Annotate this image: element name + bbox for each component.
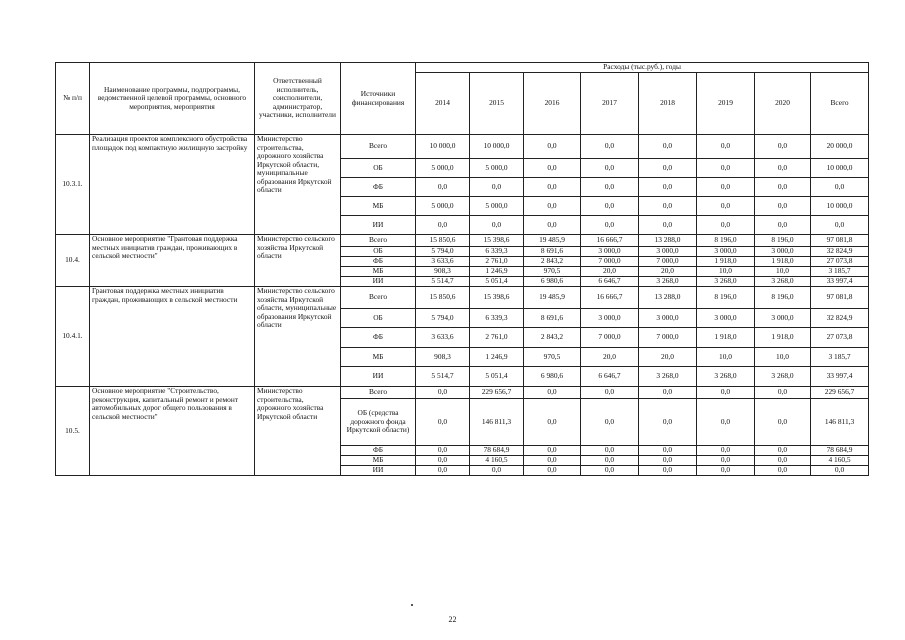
year-value: 0,0 — [755, 216, 811, 235]
year-value: 8 196,0 — [697, 287, 755, 309]
year-value: 0,0 — [470, 466, 524, 476]
year-value: 8 196,0 — [697, 235, 755, 247]
total-value: 97 081,8 — [811, 235, 869, 247]
year-value: 5 794,0 — [416, 247, 470, 257]
year-value: 3 000,0 — [581, 247, 639, 257]
year-value: 0,0 — [581, 135, 639, 159]
year-value: 0,0 — [639, 159, 697, 178]
year-value: 0,0 — [755, 466, 811, 476]
year-value: 5 000,0 — [470, 197, 524, 216]
year-value: 0,0 — [416, 466, 470, 476]
year-value: 2 843,2 — [524, 328, 581, 348]
item-code: 10.4. — [56, 235, 90, 287]
year-value: 5 000,0 — [470, 159, 524, 178]
year-value: 15 398,6 — [470, 235, 524, 247]
item-name: Основное мероприятие "Строительство, реконструкция, капитальный ремонт и ремонт автомобильных дорог общего пользования в сельской местности" — [90, 387, 255, 476]
header-responsible: Ответственный исполнитель, соисполнители, администратор, участники, исполнители — [255, 63, 341, 135]
year-value: 3 000,0 — [697, 247, 755, 257]
year-value: 3 633,6 — [416, 328, 470, 348]
year-value: 3 268,0 — [697, 367, 755, 387]
year-value: 8 196,0 — [755, 287, 811, 309]
year-value: 0,0 — [416, 456, 470, 466]
year-value: 0,0 — [470, 178, 524, 197]
header-year: 2019 — [697, 73, 755, 135]
year-value: 0,0 — [524, 135, 581, 159]
year-value: 5 000,0 — [416, 159, 470, 178]
year-value: 8 691,6 — [524, 247, 581, 257]
total-value: 32 824,9 — [811, 309, 869, 328]
funding-source: ИИ — [341, 466, 416, 476]
total-value: 20 000,0 — [811, 135, 869, 159]
funding-source: ИИ — [341, 367, 416, 387]
total-value: 10 000,0 — [811, 159, 869, 178]
year-value: 0,0 — [581, 197, 639, 216]
funding-source: ОБ — [341, 309, 416, 328]
year-value: 0,0 — [697, 159, 755, 178]
table-row — [56, 287, 869, 309]
year-value: 970,5 — [524, 267, 581, 277]
year-value: 0,0 — [639, 135, 697, 159]
item-code: 10.4.1. — [56, 287, 90, 387]
item-name: Основное мероприятие "Грантовая поддержка местных инициатив граждан, проживающих в сельской местности" — [90, 235, 255, 287]
year-value: 0,0 — [697, 456, 755, 466]
year-value: 0,0 — [755, 387, 811, 399]
year-value: 16 666,7 — [581, 287, 639, 309]
page-number: 22 — [448, 615, 457, 624]
year-value: 0,0 — [581, 387, 639, 399]
year-value: 8 691,6 — [524, 309, 581, 328]
year-value: 10 000,0 — [470, 135, 524, 159]
year-value: 7 000,0 — [639, 257, 697, 267]
total-value: 33 997,4 — [811, 277, 869, 287]
year-value: 0,0 — [639, 178, 697, 197]
total-value: 3 185,7 — [811, 267, 869, 277]
year-value: 5 794,0 — [416, 309, 470, 328]
year-value: 0,0 — [755, 159, 811, 178]
year-value: 3 000,0 — [697, 309, 755, 328]
funding-source: ФБ — [341, 446, 416, 456]
year-value: 5 000,0 — [416, 197, 470, 216]
year-value: 0,0 — [416, 216, 470, 235]
year-value: 3 268,0 — [755, 367, 811, 387]
funding-source: ОБ — [341, 247, 416, 257]
table-body — [56, 63, 869, 476]
total-value: 3 185,7 — [811, 348, 869, 367]
year-value: 0,0 — [697, 446, 755, 456]
year-value: 0,0 — [697, 216, 755, 235]
year-value: 3 268,0 — [639, 367, 697, 387]
year-value: 10,0 — [755, 348, 811, 367]
table-row — [56, 135, 869, 159]
funding-source: ФБ — [341, 178, 416, 197]
year-value: 1 918,0 — [697, 257, 755, 267]
year-value: 10,0 — [697, 348, 755, 367]
year-value: 0,0 — [524, 456, 581, 466]
year-value: 0,0 — [755, 446, 811, 456]
funding-source: ИИ — [341, 216, 416, 235]
total-value: 27 073,8 — [811, 328, 869, 348]
year-value: 5 514,7 — [416, 277, 470, 287]
year-value: 3 000,0 — [581, 309, 639, 328]
year-value: 0,0 — [697, 466, 755, 476]
year-value: 0,0 — [524, 446, 581, 456]
funding-source: Всего — [341, 135, 416, 159]
year-value: 0,0 — [581, 446, 639, 456]
total-value: 97 081,8 — [811, 287, 869, 309]
year-value: 0,0 — [639, 456, 697, 466]
year-value: 0,0 — [697, 178, 755, 197]
year-value: 13 288,0 — [639, 287, 697, 309]
year-value: 2 843,2 — [524, 257, 581, 267]
header-year: 2016 — [524, 73, 581, 135]
year-value: 15 850,6 — [416, 235, 470, 247]
item-name: Реализация проектов комплексного обустройства площадок под компактную жилищную застройку — [90, 135, 255, 235]
year-value: 13 288,0 — [639, 235, 697, 247]
year-value: 1 918,0 — [755, 328, 811, 348]
funding-source: ИИ — [341, 277, 416, 287]
year-value: 0,0 — [524, 178, 581, 197]
year-value: 10,0 — [755, 267, 811, 277]
year-value: 1 918,0 — [697, 328, 755, 348]
year-value: 20,0 — [581, 267, 639, 277]
year-value: 0,0 — [581, 159, 639, 178]
year-value: 0,0 — [524, 159, 581, 178]
year-value: 15 850,6 — [416, 287, 470, 309]
year-value: 16 666,7 — [581, 235, 639, 247]
item-responsible: Министерство сельского хозяйства Иркутской области, муниципальные образования Иркутской области — [255, 287, 341, 387]
header-year: 2015 — [470, 73, 524, 135]
year-value: 6 339,3 — [470, 309, 524, 328]
item-responsible: Министерство строительства, дорожного хозяйства Иркутской области — [255, 387, 341, 476]
budget-table — [55, 62, 869, 476]
year-value: 1 246,9 — [470, 267, 524, 277]
funding-source: МБ — [341, 197, 416, 216]
year-value: 229 656,7 — [470, 387, 524, 399]
year-value: 10,0 — [697, 267, 755, 277]
total-value: 0,0 — [811, 178, 869, 197]
total-value: 27 073,8 — [811, 257, 869, 267]
year-value: 0,0 — [416, 178, 470, 197]
year-value: 3 000,0 — [755, 309, 811, 328]
year-value: 5 514,7 — [416, 367, 470, 387]
year-value: 0,0 — [697, 399, 755, 446]
item-responsible: Министерство сельского хозяйства Иркутской области — [255, 235, 341, 287]
year-value: 0,0 — [639, 446, 697, 456]
year-value: 970,5 — [524, 348, 581, 367]
year-value: 3 268,0 — [639, 277, 697, 287]
year-value: 0,0 — [581, 399, 639, 446]
funding-source: МБ — [341, 348, 416, 367]
year-value: 146 811,3 — [470, 399, 524, 446]
header-year: 2017 — [581, 73, 639, 135]
year-value: 20,0 — [581, 348, 639, 367]
total-value: 0,0 — [811, 466, 869, 476]
year-value: 3 000,0 — [639, 247, 697, 257]
year-value: 908,3 — [416, 348, 470, 367]
year-value: 0,0 — [581, 456, 639, 466]
year-value: 0,0 — [755, 178, 811, 197]
year-value: 0,0 — [524, 387, 581, 399]
year-value: 0,0 — [524, 399, 581, 446]
year-value: 7 000,0 — [581, 257, 639, 267]
year-value: 6 646,7 — [581, 367, 639, 387]
year-value: 0,0 — [755, 456, 811, 466]
header-year: 2018 — [639, 73, 697, 135]
year-value: 1 246,9 — [470, 348, 524, 367]
year-value: 3 000,0 — [639, 309, 697, 328]
year-value: 6 980,6 — [524, 367, 581, 387]
year-value: 19 485,9 — [524, 235, 581, 247]
year-value: 1 918,0 — [755, 257, 811, 267]
header-year: 2014 — [416, 73, 470, 135]
funding-source: МБ — [341, 456, 416, 466]
year-value: 0,0 — [697, 197, 755, 216]
header-num: № п/п — [56, 63, 90, 135]
total-value: 146 811,3 — [811, 399, 869, 446]
year-value: 78 684,9 — [470, 446, 524, 456]
year-value: 0,0 — [639, 197, 697, 216]
item-name: Грантовая поддержка местных инициатив граждан, проживающих в сельской местности — [90, 287, 255, 387]
year-value: 7 000,0 — [639, 328, 697, 348]
funding-source: Всего — [341, 387, 416, 399]
item-code: 10.3.1. — [56, 135, 90, 235]
total-value: 4 160,5 — [811, 456, 869, 466]
year-value: 3 633,6 — [416, 257, 470, 267]
year-value: 0,0 — [470, 216, 524, 235]
total-value: 0,0 — [811, 216, 869, 235]
header-year: 2020 — [755, 73, 811, 135]
stray-dot — [411, 604, 413, 606]
year-value: 0,0 — [755, 399, 811, 446]
year-value: 0,0 — [755, 135, 811, 159]
year-value: 3 268,0 — [755, 277, 811, 287]
year-value: 0,0 — [416, 446, 470, 456]
header-row — [56, 63, 869, 73]
year-value: 0,0 — [639, 387, 697, 399]
year-value: 0,0 — [755, 197, 811, 216]
funding-source: МБ — [341, 267, 416, 277]
header-source: Источники финансирования — [341, 63, 416, 135]
year-value: 5 051,4 — [470, 367, 524, 387]
header-name: Наименование программы, подпрограммы, ведомственной целевой программы, основного мероприятия, мероприятия — [90, 63, 255, 135]
year-value: 0,0 — [416, 387, 470, 399]
year-value: 6 339,3 — [470, 247, 524, 257]
total-value: 78 684,9 — [811, 446, 869, 456]
total-value: 10 000,0 — [811, 197, 869, 216]
funding-source: ОБ — [341, 159, 416, 178]
table-row — [56, 235, 869, 247]
year-value: 8 196,0 — [755, 235, 811, 247]
year-value: 7 000,0 — [581, 328, 639, 348]
year-value: 0,0 — [581, 216, 639, 235]
year-value: 6 980,6 — [524, 277, 581, 287]
year-value: 20,0 — [639, 267, 697, 277]
year-value: 0,0 — [581, 178, 639, 197]
funding-source: ФБ — [341, 257, 416, 267]
funding-source: Всего — [341, 235, 416, 247]
header-expenses: Расходы (тыс.руб.), годы — [416, 63, 869, 73]
funding-source: ФБ — [341, 328, 416, 348]
funding-source: ОБ (средства дорожного фонда Иркутской области) — [341, 399, 416, 446]
year-value: 2 761,0 — [470, 328, 524, 348]
item-responsible: Министерство строительства, дорожного хозяйства Иркутской области, муниципальные образования Иркутской области — [255, 135, 341, 235]
year-value: 15 398,6 — [470, 287, 524, 309]
year-value: 3 268,0 — [697, 277, 755, 287]
year-value: 908,3 — [416, 267, 470, 277]
year-value: 20,0 — [639, 348, 697, 367]
year-value: 0,0 — [416, 399, 470, 446]
table-row — [56, 387, 869, 399]
year-value: 5 051,4 — [470, 277, 524, 287]
year-value: 0,0 — [697, 387, 755, 399]
header-total: Всего — [811, 73, 869, 135]
total-value: 229 656,7 — [811, 387, 869, 399]
year-value: 4 160,5 — [470, 456, 524, 466]
year-value: 0,0 — [639, 399, 697, 446]
year-value: 0,0 — [524, 197, 581, 216]
year-value: 2 761,0 — [470, 257, 524, 267]
year-value: 0,0 — [639, 466, 697, 476]
year-value: 3 000,0 — [755, 247, 811, 257]
item-code: 10.5. — [56, 387, 90, 476]
year-value: 0,0 — [697, 135, 755, 159]
year-value: 6 646,7 — [581, 277, 639, 287]
year-value: 19 485,9 — [524, 287, 581, 309]
total-value: 32 824,9 — [811, 247, 869, 257]
year-value: 0,0 — [639, 216, 697, 235]
year-value: 0,0 — [524, 216, 581, 235]
total-value: 33 997,4 — [811, 367, 869, 387]
year-value: 10 000,0 — [416, 135, 470, 159]
year-value: 0,0 — [581, 466, 639, 476]
year-value: 0,0 — [524, 466, 581, 476]
funding-source: Всего — [341, 287, 416, 309]
